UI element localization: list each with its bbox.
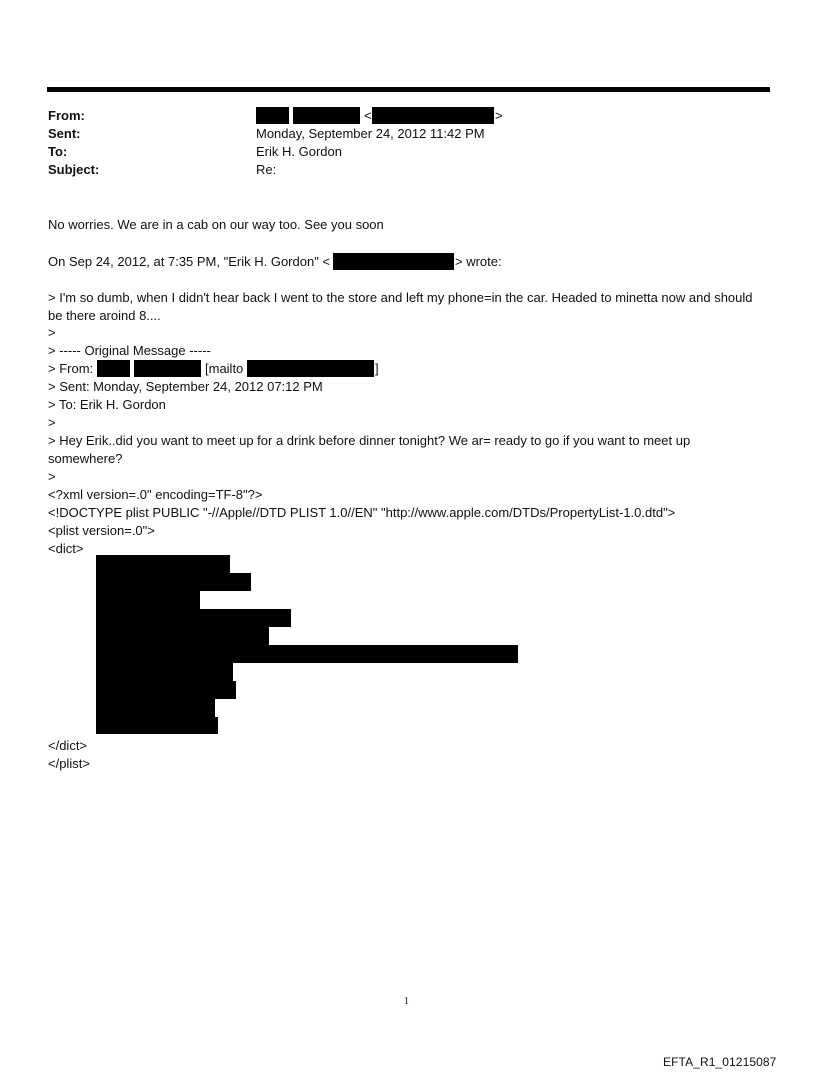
sent-value: Monday, September 24, 2012 11:42 PM [256, 126, 485, 141]
quote-gt-2: > [48, 415, 56, 430]
redaction-from-last [293, 107, 360, 124]
redaction-dict-line [96, 717, 218, 734]
redaction-dict-line [96, 663, 233, 681]
to-value: Erik H. Gordon [256, 144, 342, 159]
page-number: 1 [404, 996, 409, 1007]
sent-label: Sent: [48, 126, 81, 141]
mailto-close: ] [375, 361, 379, 376]
mailto-prefix: [mailto [205, 361, 244, 376]
doctype-line: <!DOCTYPE plist PUBLIC "-//Apple//DTD PLIST 1.0//EN" "http://www.apple.com/DTDs/PropertyList-1.0.dtd"> [48, 505, 676, 520]
redaction-dict-line [96, 627, 269, 645]
redaction-erik-email [333, 253, 454, 270]
dict-close: </dict> [48, 738, 88, 753]
from-label: From: [48, 108, 85, 123]
header-rule [47, 87, 770, 92]
quote-gt-3: > [48, 469, 56, 484]
quote-line-1: > I'm so dumb, when I didn't hear back I went to the store and left my phone=in the car. Headed to minetta now and should be there aroind 8.... [48, 290, 753, 323]
xml-declaration: <?xml version=.0" encoding=TF-8"?> [48, 487, 263, 502]
dict-open: <dict> [48, 541, 84, 556]
redaction-from-first [256, 107, 289, 124]
redaction-mailto [247, 360, 374, 377]
quoted-to: > To: Erik H. Gordon [48, 397, 166, 412]
redaction-dict-line [96, 699, 215, 717]
redaction-dict-line [96, 645, 518, 663]
quote-line-2: > Hey Erik..did you want to meet up for a drink before dinner tonight? We ar= ready to go if you want to meet up somewhere? [48, 433, 691, 466]
on-suffix: > wrote: [455, 254, 502, 269]
redaction-quoted-last [134, 360, 201, 377]
document-id: EFTA_R1_01215087 [663, 1055, 777, 1069]
subject-label: Subject: [48, 162, 100, 177]
to-label: To: [48, 144, 68, 159]
quoted-sent: > Sent: Monday, September 24, 2012 07:12 PM [48, 379, 323, 394]
redaction-dict-line [96, 609, 291, 627]
redaction-from-email [372, 107, 494, 124]
subject-value: Re: [256, 162, 277, 177]
on-prefix: On Sep 24, 2012, at 7:35 PM, "Erik H. Gordon" < [48, 254, 331, 269]
redaction-dict-line [96, 591, 200, 609]
quote-gt-1: > [48, 325, 56, 340]
plist-open: <plist version=.0"> [48, 523, 155, 538]
from-gt: > [495, 108, 503, 123]
plist-close: </plist> [48, 756, 90, 771]
original-message-line: > ----- Original Message ----- [48, 343, 211, 358]
redaction-dict-line [96, 555, 230, 573]
reply-text: No worries. We are in a cab on our way too. See you soon [48, 217, 384, 232]
quoted-from-prefix: > From: [48, 361, 94, 376]
redaction-quoted-first [97, 360, 130, 377]
from-lt: < [364, 108, 372, 123]
redaction-dict-line [96, 573, 251, 591]
redaction-dict-line [96, 681, 236, 699]
